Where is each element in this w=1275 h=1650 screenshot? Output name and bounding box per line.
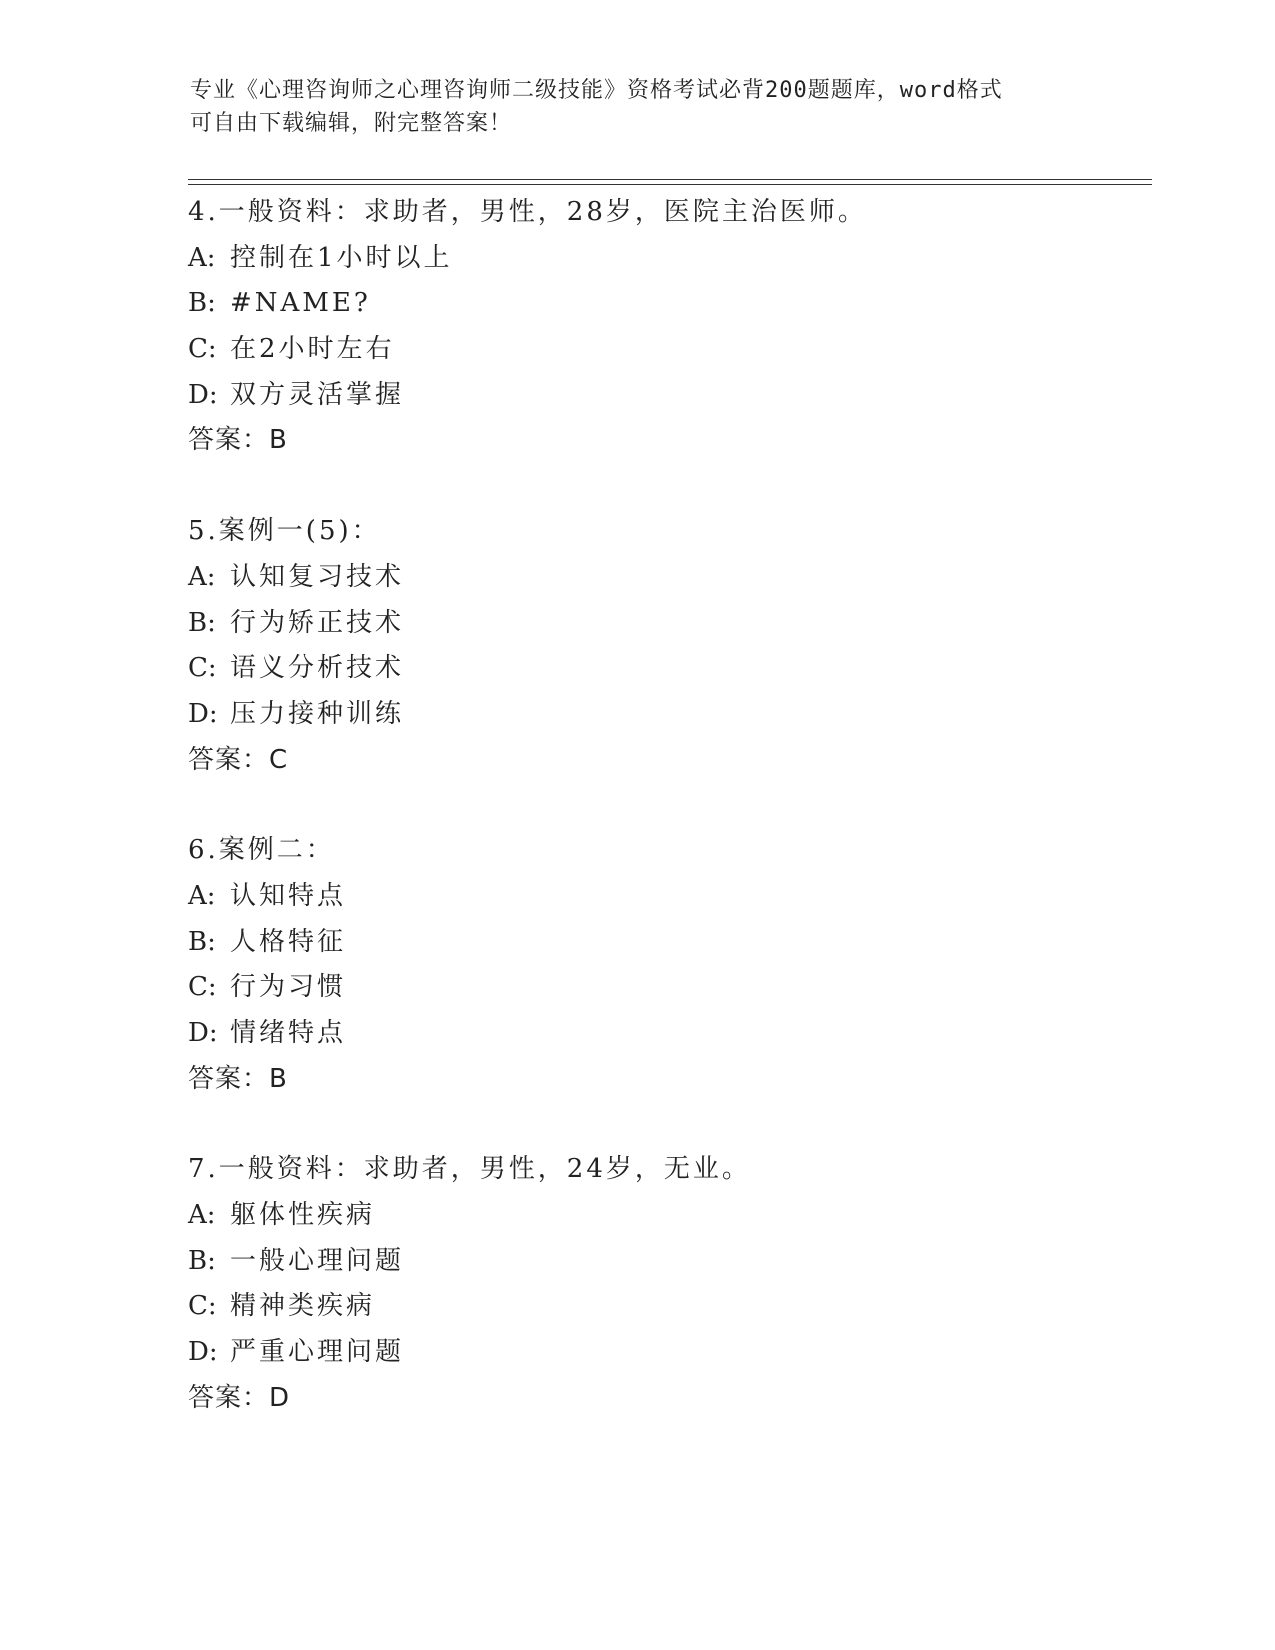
option-a — [188, 874, 1138, 920]
answer-line: 答案：B — [188, 1063, 288, 1094]
option-text: 行为习惯 — [230, 972, 347, 1003]
option-d — [188, 1330, 1138, 1376]
answer-line: 答案：B — [188, 425, 288, 456]
option-a — [188, 555, 1138, 601]
option-d — [188, 1011, 1138, 1057]
option-text: 情绪特点 — [230, 1018, 347, 1048]
option-text: 一般心理问题 — [230, 1245, 405, 1276]
option-d — [188, 373, 1138, 419]
option-text: 压力接种训练 — [230, 698, 405, 729]
answer-line: 答案：C — [188, 744, 289, 775]
question-4 — [188, 190, 1138, 464]
option-b — [188, 281, 1138, 327]
question-stem: 4.一般资料：求助者，男性，28岁，医院主治医师。 — [188, 197, 867, 227]
header-title-line-1: 专业《心理咨询师之心理咨询师二级技能》资格考试必背200题题库，word格式 — [190, 78, 1003, 103]
question-stem: 7.一般资料：求助者，男性，24岁，无业。 — [188, 1154, 751, 1185]
header-title-line-2: 可自由下载编辑，附完整答案！ — [190, 111, 513, 136]
option-key: B: — [188, 607, 216, 638]
option-key: C: — [188, 1291, 217, 1322]
option-b — [188, 920, 1138, 966]
option-key: C: — [188, 972, 217, 1003]
option-key: C: — [188, 653, 217, 684]
option-key: B: — [188, 288, 216, 319]
header-divider-top — [188, 179, 1152, 180]
option-c — [188, 327, 1138, 373]
option-c — [188, 965, 1138, 1011]
option-key: D: — [188, 1337, 218, 1368]
option-text: 严重心理问题 — [230, 1337, 405, 1368]
option-text: 认知特点 — [230, 880, 347, 911]
option-text: 认知复习技术 — [230, 561, 405, 592]
option-key: D: — [188, 1018, 218, 1048]
option-d — [188, 692, 1138, 738]
question-6 — [188, 828, 1138, 1102]
option-key: B: — [188, 1245, 216, 1276]
option-key: B: — [188, 926, 216, 957]
question-stem: 5.案例一(5)： — [188, 516, 381, 547]
option-c — [188, 1284, 1138, 1330]
option-text: 精神类疾病 — [230, 1291, 376, 1322]
option-key: A: — [188, 880, 216, 911]
question-5 — [188, 509, 1138, 783]
option-b — [188, 601, 1138, 647]
option-text: 双方灵活掌握 — [230, 379, 405, 410]
question-7 — [188, 1147, 1138, 1421]
question-stem: 6.案例二： — [188, 835, 335, 866]
header-divider-bottom — [188, 184, 1152, 185]
option-text: 在2小时左右 — [230, 334, 395, 365]
question-list — [188, 190, 1138, 1467]
option-a — [188, 1193, 1138, 1239]
option-text: 控制在1小时以上 — [230, 242, 453, 273]
option-text: 语义分析技术 — [230, 653, 405, 684]
option-b — [188, 1239, 1138, 1285]
answer-line: 答案：D — [188, 1382, 291, 1413]
option-text: #NAME? — [230, 288, 371, 319]
option-key: D: — [188, 698, 218, 729]
option-c — [188, 646, 1138, 692]
option-key: C: — [188, 334, 217, 365]
document-header — [190, 74, 1090, 140]
option-key: D: — [188, 379, 218, 410]
option-key: A: — [188, 1200, 216, 1231]
option-text: 人格特征 — [230, 926, 347, 957]
option-key: A: — [188, 561, 216, 592]
option-text: 行为矫正技术 — [230, 607, 405, 638]
option-a — [188, 236, 1138, 282]
option-text: 躯体性疾病 — [230, 1200, 376, 1231]
option-key: A: — [188, 242, 216, 273]
